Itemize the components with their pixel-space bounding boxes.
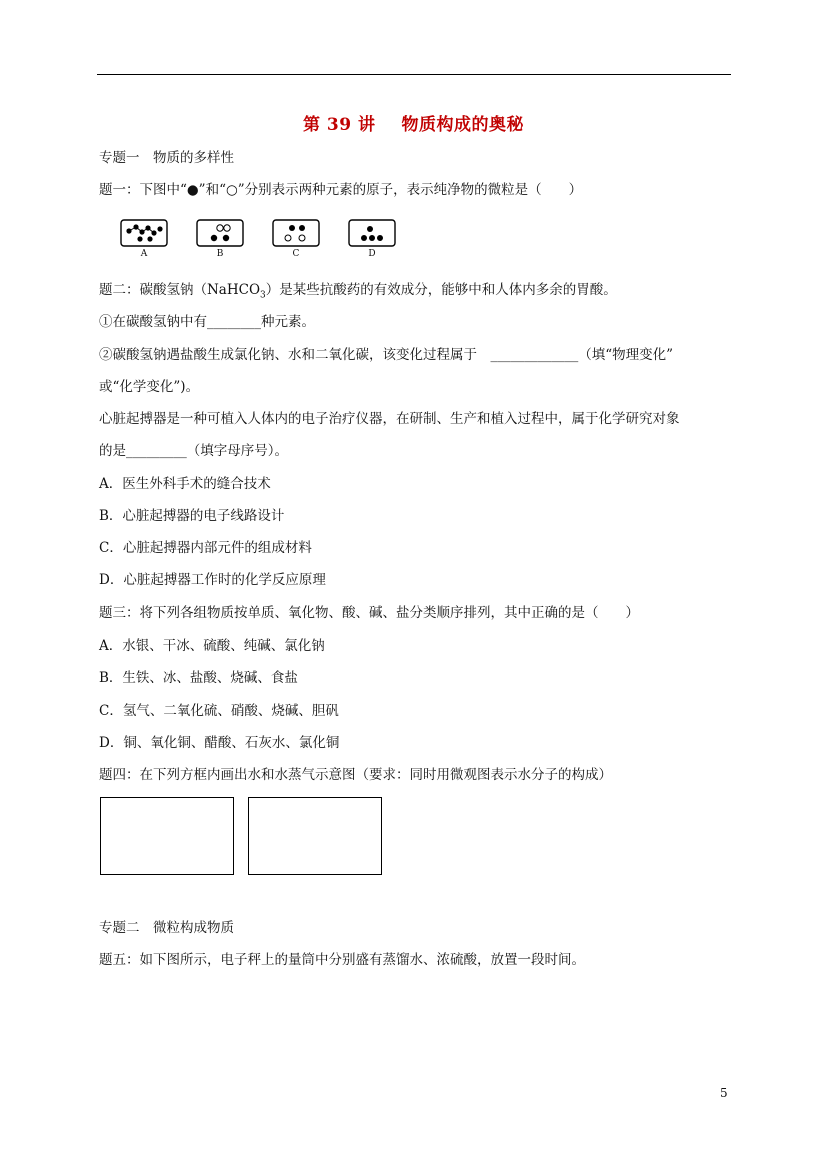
pacemaker-line2: 的是_________（填字母序号）。 <box>99 443 288 459</box>
molecule-two-kinds-icon <box>196 219 244 247</box>
q1-option-d <box>348 219 396 259</box>
title-topic: 物质构成的奥秘 <box>401 115 524 135</box>
q3-option-d: D．铜、氧化铜、醋酸、石灰水、氯化铜 <box>99 735 340 751</box>
pacemaker-option-d: D．心脏起搏器工作时的化学反应原理 <box>99 572 326 588</box>
q2-part2-line1: ②碳酸氢钠遇盐酸生成氯化钠、水和二氧化碳，该变化过程属于 _____________（填“物理变化” <box>99 347 674 363</box>
q3-option-c: C．氢气、二氧化硫、硝酸、烧碱、胆矾 <box>99 703 339 719</box>
q1-option-b-label: B <box>216 249 224 259</box>
pacemaker-option-a: A．医生外科手术的缝合技术 <box>99 476 271 492</box>
pacemaker-option-c: C．心脏起搏器内部元件的组成材料 <box>99 540 312 556</box>
q4-stem: 题四：在下列方框内画出水和水蒸气示意图（要求：同时用微观图表示水分子的构成） <box>99 767 612 783</box>
page-title <box>0 110 827 135</box>
q1-stem: 题一：下图中“●”和“○”分别表示两种元素的原子，表示纯净物的微粒是（ ） <box>99 182 583 198</box>
q1-option-c-label: C <box>292 249 300 259</box>
topic1-heading: 专题一 物质的多样性 <box>99 150 234 166</box>
q2-part1: ①在碳酸氢钠中有________种元素。 <box>99 314 315 330</box>
q2-stem <box>99 280 617 306</box>
pacemaker-option-b: B．心脏起搏器的电子线路设计 <box>99 508 285 524</box>
page-number: 5 <box>720 1086 728 1100</box>
molecule-scattered-icon <box>272 219 320 247</box>
molecule-single-kind-icon <box>348 219 396 247</box>
water-drawing-box[interactable] <box>100 797 234 875</box>
q1-option-a <box>120 219 168 259</box>
q3-option-a: A．水银、干冰、硫酸、纯碱、氯化钠 <box>99 638 325 654</box>
pacemaker-line1: 心脏起搏器是一种可植入人体内的电子治疗仪器，在研制、生产和植入过程中，属于化学研究对象 <box>99 411 680 427</box>
q1-option-a-label: A <box>140 249 148 259</box>
molecule-mix-icon <box>120 219 168 247</box>
q1-option-b <box>196 219 244 259</box>
header-rule <box>97 74 731 75</box>
q2-part2-line2: 或“化学变化”)。 <box>99 379 200 395</box>
steam-drawing-box[interactable] <box>248 797 382 875</box>
q2-stem-prefix: 题二：碳酸氢钠（NaHCO <box>99 282 261 298</box>
q2-stem-subscript: 3 <box>260 290 266 301</box>
q1-option-d-label: D <box>368 249 376 259</box>
q1-option-c <box>272 219 320 259</box>
title-lecture: 第 39 讲 <box>303 115 376 135</box>
q2-stem-suffix: ）是某些抗酸药的有效成分，能够中和人体内多余的胃酸。 <box>265 282 617 298</box>
topic2-heading: 专题二 微粒构成物质 <box>99 920 234 936</box>
q1-diagram-options <box>120 219 396 259</box>
q3-option-b: B．生铁、冰、盐酸、烧碱、食盐 <box>99 670 298 686</box>
q3-stem: 题三：将下列各组物质按单质、氧化物、酸、碱、盐分类顺序排列，其中正确的是（ ） <box>99 605 639 621</box>
q5-stem: 题五：如下图所示，电子秤上的量筒中分别盛有蒸馏水、浓硫酸，放置一段时间。 <box>99 952 585 968</box>
